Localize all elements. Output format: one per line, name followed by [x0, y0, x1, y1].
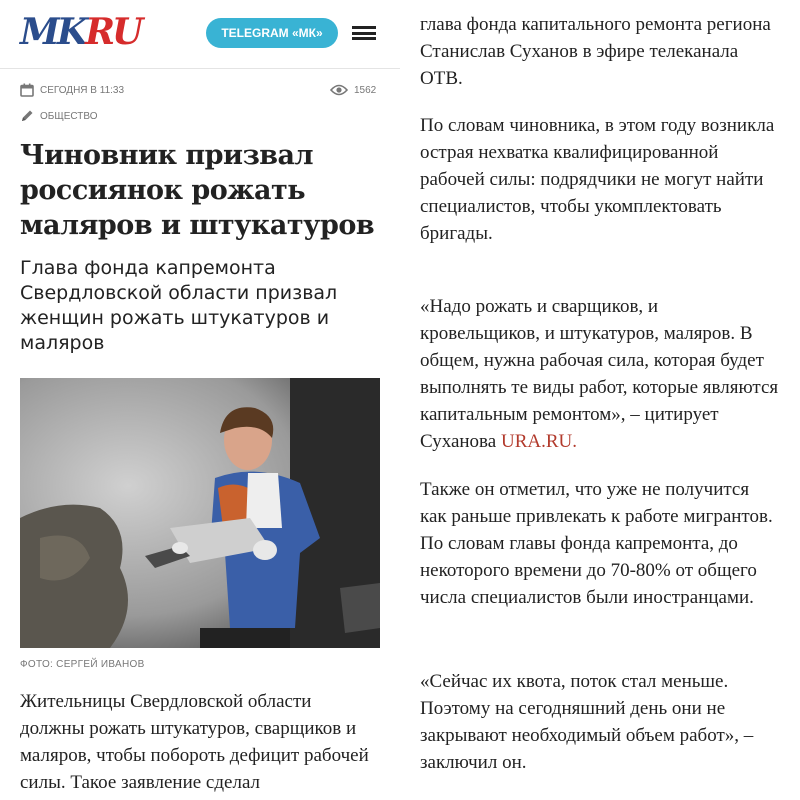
article-paragraph-1-continued: глава фонда капитального ремонта региона Станислав Суханов в эфире телеканала ОТВ. — [420, 14, 771, 89]
view-count-text: 1562 — [354, 84, 377, 96]
site-logo[interactable]: MKRU — [20, 11, 141, 53]
publish-date — [20, 83, 124, 97]
article-paragraph-2: По словам чиновника, в этом году возникла острая нехватка квалифицированной рабочей силы: подрядчики не могут найти специалистов, чтобы укомплектовать бригады. — [420, 115, 775, 244]
quote-text: «Надо рожать и сварщиков, и кровельщиков, и штукатуров, маляров. В общем, нужна рабочая сила, которая будет выполнять те виды работ, которые являются капитальным ремонтом», – цитирует Суханова — [420, 296, 779, 452]
pencil-icon — [20, 109, 34, 123]
site-header — [0, 0, 400, 69]
telegram-button[interactable]: TELEGRAM «МК» — [206, 18, 338, 48]
eye-icon — [330, 84, 348, 96]
article-paragraph-5: «Сейчас их квота, поток стал меньше. Поэтому на сегодняшний день они не закрывают необходимый объем работ», – заключил он. — [420, 671, 754, 773]
article-paragraph-3 — [420, 293, 780, 455]
source-link[interactable]: URA.RU. — [500, 431, 577, 452]
menu-icon[interactable] — [352, 26, 376, 40]
article-photo — [20, 378, 380, 648]
article-subtitle: Глава фонда капремонта Свердловской области призвал женщин рожать штукатуров и маляров — [20, 257, 338, 354]
calendar-icon — [20, 83, 34, 97]
category-text: ОБЩЕСТВО — [40, 110, 98, 122]
publish-date-text: СЕГОДНЯ В 11:33 — [40, 84, 125, 96]
article-paragraph-1: Жительницы Свердловской области должны рожать штукатуров, сварщиков и маляров, чтобы побороть дефицит рабочей силы. Такое заявление сделал — [20, 691, 369, 793]
article-paragraph-4: Также он отметил, что уже не получится как раньше привлекать к работе мигрантов. По словам главы фонда капремонта, до некоторого времени до 70-80% от общего числа специалистов были иностранцами. — [420, 479, 773, 608]
photo-caption: ФОТО: СЕРГЕЙ ИВАНОВ — [20, 659, 145, 670]
article-title: Чиновник призвал россиянок рожать маляров и штукатуров — [20, 140, 375, 241]
category-link[interactable] — [20, 109, 98, 123]
view-count — [330, 84, 376, 96]
